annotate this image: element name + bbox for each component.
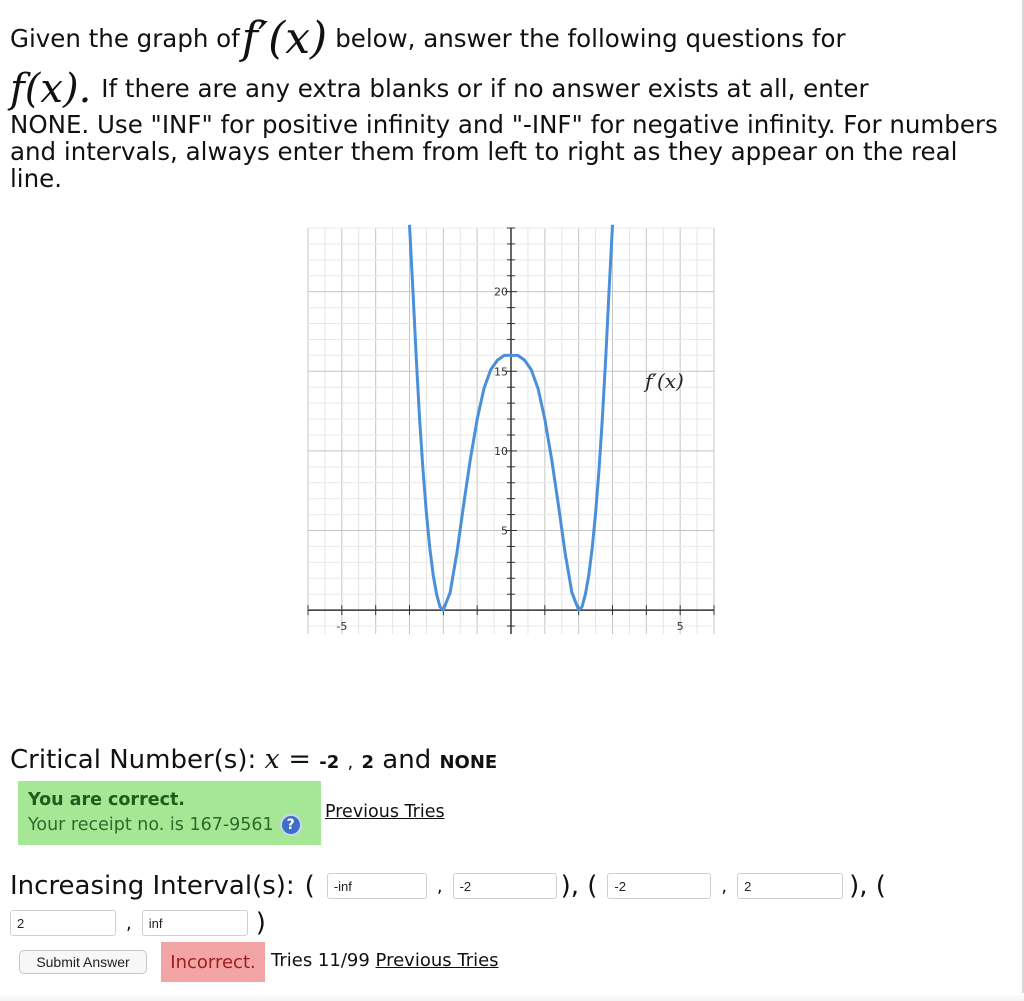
interval-2-left-input[interactable]: -2 xyxy=(607,873,711,899)
critical-x-equals: x = xyxy=(264,744,311,775)
critical-comma: , xyxy=(347,752,354,773)
help-icon[interactable]: ? xyxy=(280,814,302,836)
critical-and: and xyxy=(382,745,432,775)
critical-answer-2: 2 xyxy=(361,752,375,773)
open-paren: ( xyxy=(304,871,315,901)
interval-comma: , xyxy=(721,875,728,897)
prompt-below-text: below, answer the following questions for xyxy=(335,23,846,53)
prompt-line-2 xyxy=(10,64,1014,114)
close-paren: ) xyxy=(255,908,266,938)
correct-feedback xyxy=(18,781,321,845)
incorrect-status-badge: Incorrect. xyxy=(161,942,265,982)
fprime-symbol: f′(x) xyxy=(241,13,328,64)
tries-area xyxy=(271,950,499,971)
critical-numbers-row xyxy=(10,744,497,775)
derivative-graph xyxy=(300,220,720,640)
prompt-given-text: Given the graph of xyxy=(10,23,240,53)
interval-comma: , xyxy=(436,875,443,897)
previous-tries-link[interactable]: Previous Tries xyxy=(375,950,499,971)
interval-3-left-input[interactable]: 2 xyxy=(10,910,116,936)
interval-3-right-input[interactable]: inf xyxy=(142,910,248,936)
x-tick-label: -5 xyxy=(336,620,348,634)
prompt-line2-text: If there are any extra blanks or if no answer exists at all, enter xyxy=(101,73,869,103)
previous-tries-link-critical[interactable]: Previous Tries xyxy=(325,802,445,822)
prompt-rest-text: NONE. Use "INF" for positive infinity and "-INF" for negative infinity. For numbers and intervals, always enter them from left to right as they appear on the real line. xyxy=(10,110,998,193)
x-tick-label: 5 xyxy=(676,620,684,634)
tries-count: Tries 11/99 xyxy=(271,950,370,971)
f-symbol: f(x). xyxy=(10,66,92,112)
interval-comma: , xyxy=(126,912,132,934)
y-tick-label: 15 xyxy=(494,365,508,379)
critical-answer-1: -2 xyxy=(319,752,340,773)
y-tick-label: 5 xyxy=(501,524,508,538)
prompt-line-1 xyxy=(10,14,1014,64)
correct-title: You are correct. xyxy=(28,790,185,810)
interval-1-left-input[interactable]: -inf xyxy=(327,873,427,899)
interval-1-right-input[interactable]: -2 xyxy=(453,873,557,899)
interval-2-right-input[interactable]: 2 xyxy=(737,873,843,899)
receipt-text: Your receipt no. is 167-9561 xyxy=(28,815,274,835)
curve-label: f′(x) xyxy=(645,369,684,393)
submit-answer-button[interactable]: Submit Answer xyxy=(19,950,147,974)
increasing-intervals-row-2 xyxy=(10,904,266,942)
close-open-paren: ), ( xyxy=(560,871,598,901)
y-tick-label: 10 xyxy=(494,444,508,458)
receipt-line xyxy=(28,814,311,836)
y-tick-label: 20 xyxy=(494,285,508,299)
increasing-intervals-row xyxy=(10,866,886,906)
page-bottom-shadow xyxy=(0,993,1024,1001)
question-prompt xyxy=(10,14,1014,193)
critical-label: Critical Number(s): xyxy=(10,745,257,775)
critical-answer-none: NONE xyxy=(439,752,498,773)
increasing-label: Increasing Interval(s): xyxy=(10,871,295,901)
close-open-paren: ), ( xyxy=(849,871,886,901)
